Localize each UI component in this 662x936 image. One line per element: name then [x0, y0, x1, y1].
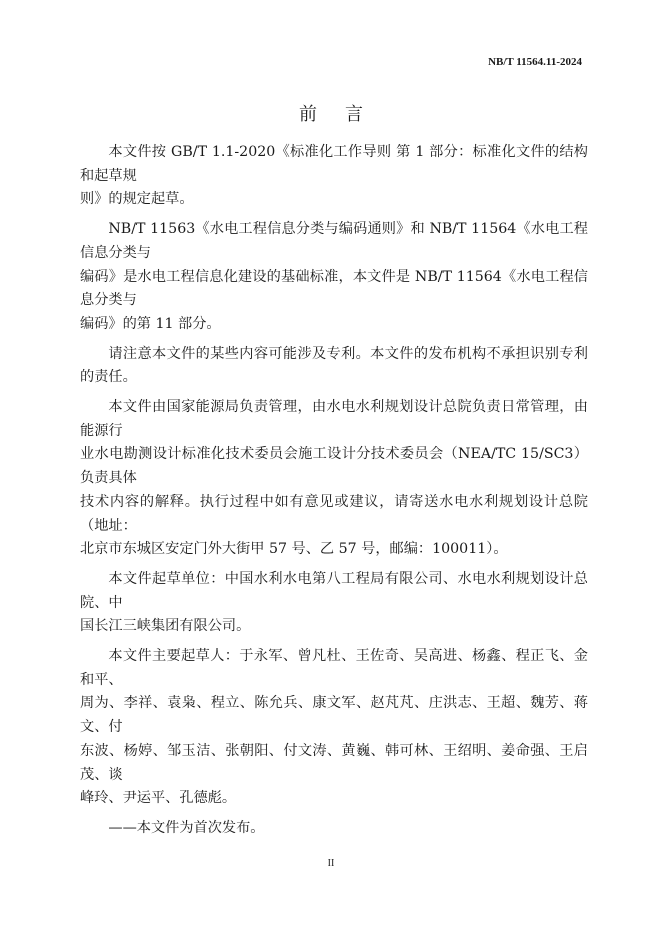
- document-body: [80, 141, 588, 847]
- text-line: 本文件主要起草人：于永军、曾凡杜、王佐奇、吴高进、杨鑫、程正飞、金和平、: [80, 648, 588, 688]
- text-line: 北京市东城区安定门外大街甲 57 号、乙 57 号，邮编：100011）。: [80, 541, 508, 558]
- page-title: 前言: [299, 104, 391, 125]
- paragraph-drafters: [80, 645, 588, 811]
- paragraph-drafting-rules: [80, 141, 588, 212]
- text-line: 峰玲、尹运平、孔德彪。: [80, 790, 237, 807]
- text-line: 编码》的第 11 部分。: [80, 315, 221, 332]
- paragraph-management: [80, 396, 588, 562]
- paragraph-first-release: [80, 817, 588, 841]
- text-line: ——本文件为首次发布。: [108, 819, 265, 836]
- text-line: 国长江三峡集团有限公司。: [80, 618, 251, 635]
- document-code: NB/T 11564.11-2024: [488, 56, 582, 68]
- text-line: 东波、杨婷、邹玉洁、张朝阳、付文涛、黄巍、韩可林、王绍明、姜命强、王启茂、谈: [80, 742, 588, 783]
- paragraph-patent-notice: [80, 343, 588, 390]
- page-number: II: [327, 858, 335, 869]
- text-line: 本文件按 GB/T 1.1-2020《标准化工作导则 第 1 部分：标准化文件的结构和起草规: [80, 144, 588, 184]
- paragraph-drafting-units: [80, 568, 588, 639]
- text-line: 技术内容的解释。执行过程中如有意见或建议，请寄送水电水利规划设计总院（地址：: [80, 493, 588, 534]
- text-line: 周为、李祥、袁枭、程立、陈允兵、康文军、赵芃芃、庄洪志、王超、魏芳、蒋文、付: [80, 695, 588, 736]
- text-line: 本文件起草单位：中国水利水电第八工程局有限公司、水电水利规划设计总院、中: [80, 570, 588, 611]
- text-line: 本文件由国家能源局负责管理，由水电水利规划设计总院负责日常管理，由能源行: [80, 399, 588, 439]
- text-line: NB/T 11563《水电工程信息分类与编码通则》和 NB/T 11564《水电工程信息分类与: [80, 221, 588, 261]
- text-line: 请注意本文件的某些内容可能涉及专利。本文件的发布机构不承担识别专利的责任。: [80, 345, 588, 386]
- paragraph-standards-series: [80, 218, 588, 337]
- text-line: 编码》是水电工程信息化建设的基础标准，本文件是 NB/T 11564《水电工程信息分类与: [80, 268, 588, 309]
- text-line: 业水电勘测设计标准化技术委员会施工设计分技术委员会（NEA/TC 15/SC3）负责具体: [80, 446, 588, 487]
- text-line: 则》的规定起草。: [80, 191, 194, 208]
